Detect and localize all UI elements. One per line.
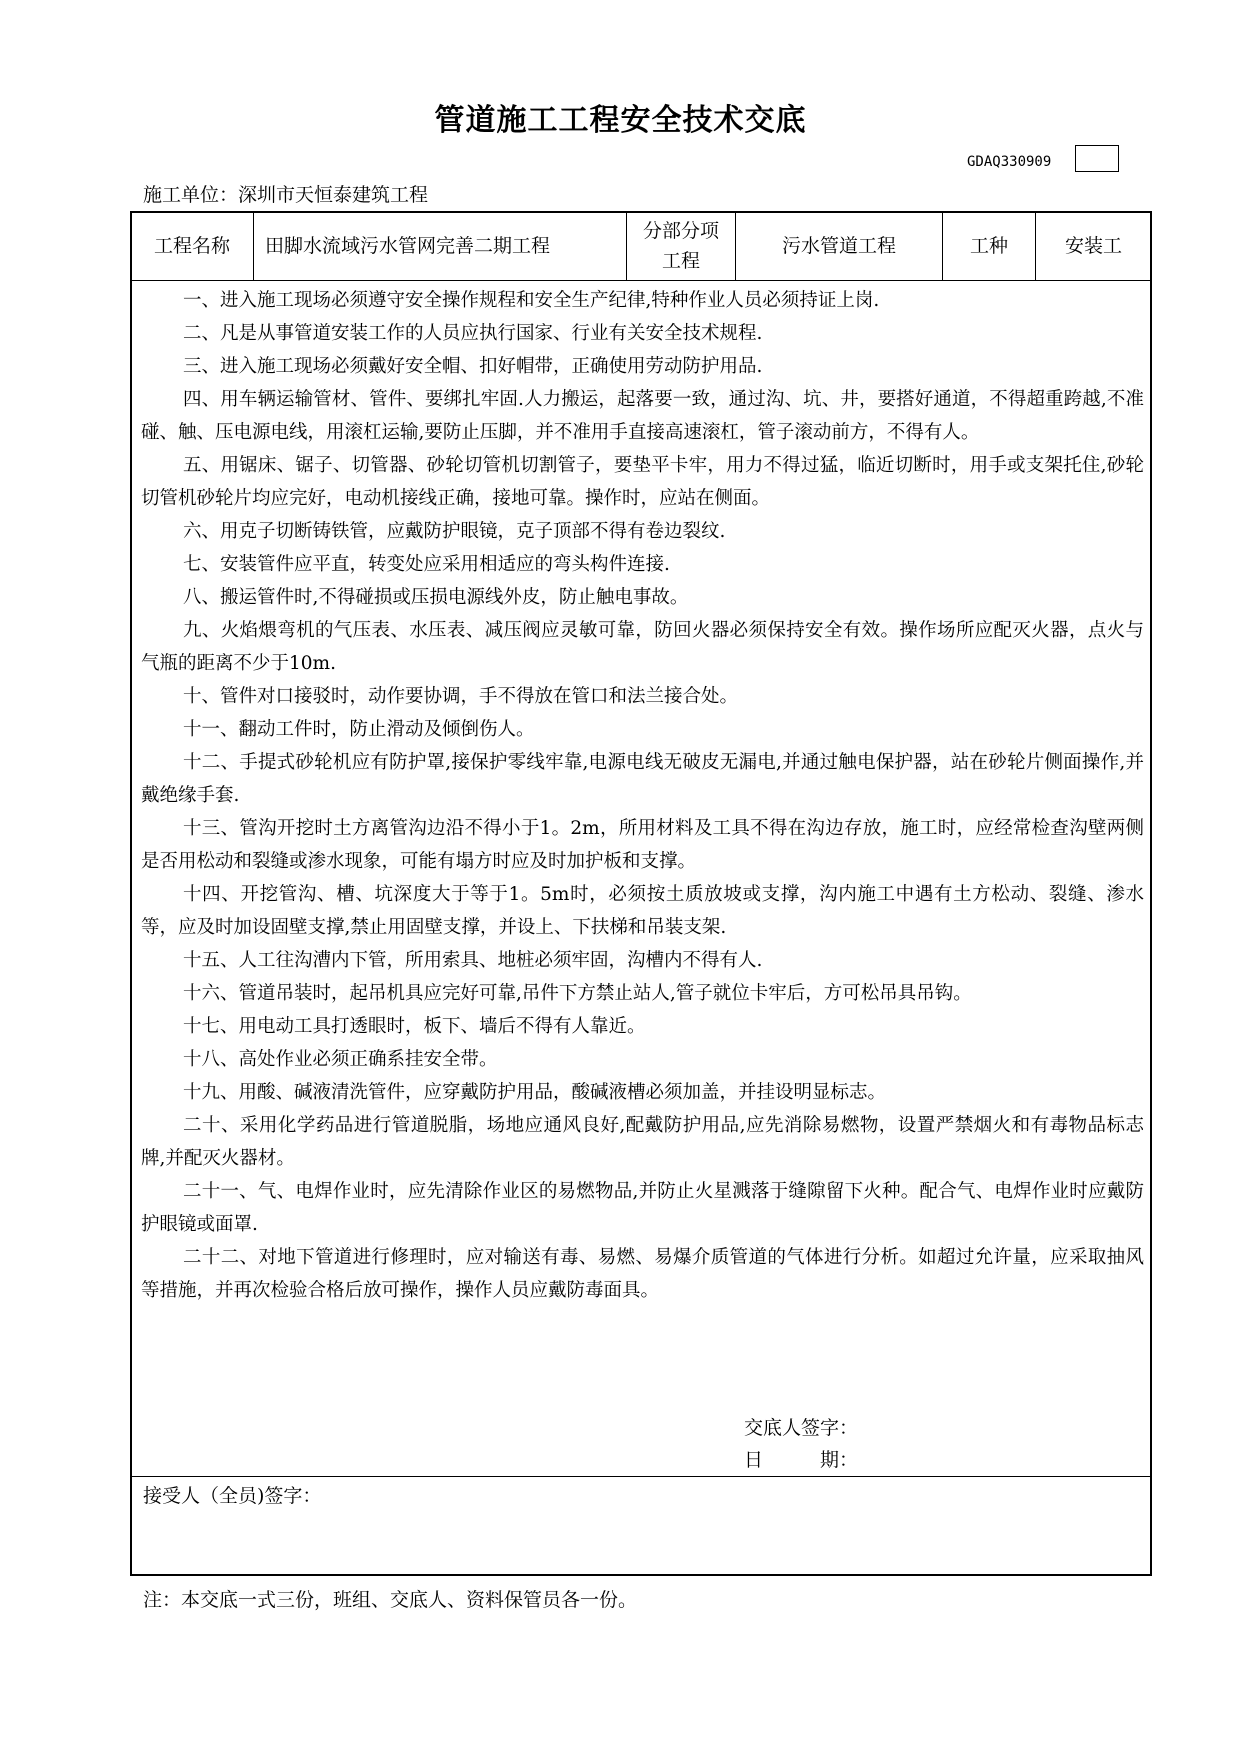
trade-label: 工种 [969,235,1008,257]
project-name-value: 田脚水流域污水管网完善二期工程 [265,235,551,257]
safety-item: 十二、手提式砂轮机应有防护罩,接保护零线牢靠,电源电线无破皮无漏电,并通过触电保护器，站在砂轮片侧面操作,并戴绝缘手套. [141,752,1144,806]
safety-item: 四、用车辆运输管材、管件、要绑扎牢固.人力搬运，起落要一致，通过沟、坑、井，要搭好通道，不得超重跨越,不准碰、触、压电源电线，用滚杠运输,要防止压脚，并不准用手直接高速滚杠，管子滚动前方，不得有人。 [141,389,1144,443]
safety-item: 三、进入施工现场必须戴好安全帽、扣好帽带，正确使用劳动防护用品. [183,356,763,377]
subitem-label: 分部分项 工程 [642,220,719,272]
header-row-divider [130,280,1152,281]
safety-item: 二十、采用化学药品进行管道脱脂，场地应通风良好,配戴防护用品,应先消除易燃物，设置严禁烟火和有毒物品标志牌,并配灭火器材。 [141,1115,1144,1169]
safety-item: 十一、翻动工件时，防止滑动及倾倒伤人。 [183,719,535,740]
safety-item: 十七、用电动工具打透眼时，板下、墙后不得有人靠近。 [183,1016,646,1037]
document-code-box [1075,145,1119,172]
discloser-signature-label: 交底人签字： [744,1417,859,1439]
safety-item: 十三、管沟开挖时土方离管沟边沿不得小于1。2m，所用材料及工具不得在沟边存放，施工时，应经常检查沟壁两侧是否用松动和裂缝或渗水现象，可能有塌方时应及时加护板和支撑。 [141,818,1144,872]
safety-item: 十六、管道吊装时，起吊机具应完好可靠,吊件下方禁止站人,管子就位卡牢后，方可松吊具吊钩。 [183,983,972,1004]
safety-item: 十、管件对口接驳时，动作要协调，手不得放在管口和法兰接合处。 [183,686,739,707]
safety-item: 八、搬运管件时,不得碰损或压损电源线外皮，防止触电事故。 [183,587,689,608]
project-name-label: 工程名称 [153,235,230,257]
subitem-value: 污水管道工程 [781,235,896,257]
document-code: GDAQ330909 [967,154,1052,170]
safety-item: 二、凡是从事管道安装工作的人员应执行国家、行业有关安全技术规程. [183,323,763,344]
safety-item: 一、进入施工现场必须遵守安全操作规程和安全生产纪律,特种作业人员必须持证上岗. [183,290,880,311]
safety-item: 二十一、气、电焊作业时，应先清除作业区的易燃物品,并防止火星溅落于缝隙留下火种。配合气、电焊作业时应戴防护眼镜或面罩. [141,1181,1144,1235]
receiver-row-divider [130,1476,1152,1477]
receiver-signature-label: 接受人（全员)签字： [143,1485,322,1507]
safety-item: 七、安装管件应平直，转变处应采用相适应的弯头构件连接. [183,554,670,575]
safety-item: 九、火焰煨弯机的气压表、水压表、减压阀应灵敏可靠，防回火器必须保持安全有效。操作场所应配灭火器，点火与气瓶的距离不少于10m. [141,620,1144,674]
footnote: 注：本交底一式三份，班组、交底人、资料保管员各一份。 [143,1589,638,1611]
safety-item: 十八、高处作业必须正确系挂安全带。 [183,1049,498,1070]
safety-item: 十五、人工往沟漕内下管，所用索具、地桩必须牢固，沟槽内不得有人. [183,950,763,971]
date-label: 日 期： [744,1449,859,1471]
safety-item: 二十二、对地下管道进行修理时，应对输送有毒、易燃、易爆介质管道的气体进行分析。如超过允许量，应采取抽风等措施，并再次检验合格后放可操作，操作人员应戴防毒面具。 [141,1247,1144,1301]
trade-value: 安装工 [1064,235,1122,257]
construction-unit: 施工单位：深圳市天恒泰建筑工程 [143,184,429,206]
page-title: 管道施工工程安全技术交底 [434,103,807,138]
safety-item: 六、用克子切断铸铁管，应戴防护眼镜，克子顶部不得有卷边裂纹. [183,521,726,542]
safety-item: 十四、开挖管沟、槽、坑深度大于等于1。5m时，必须按土质放坡或支撑，沟内施工中遇有土方松动、裂缝、渗水等，应及时加设固壁支撑,禁止用固壁支撑，并设上、下扶梯和吊装支架. [141,884,1144,938]
safety-item: 十九、用酸、碱液清洗管件，应穿戴防护用品，酸碱液槽必须加盖，并挂设明显标志。 [183,1082,887,1103]
safety-items [141,284,1144,1307]
safety-item: 五、用锯床、锯子、切管器、砂轮切管机切割管子，要垫平卡牢，用力不得过猛，临近切断时，用手或支架托住,砂轮切管机砂轮片均应完好，电动机接线正确，接地可靠。操作时，应站在侧面。 [141,455,1144,509]
